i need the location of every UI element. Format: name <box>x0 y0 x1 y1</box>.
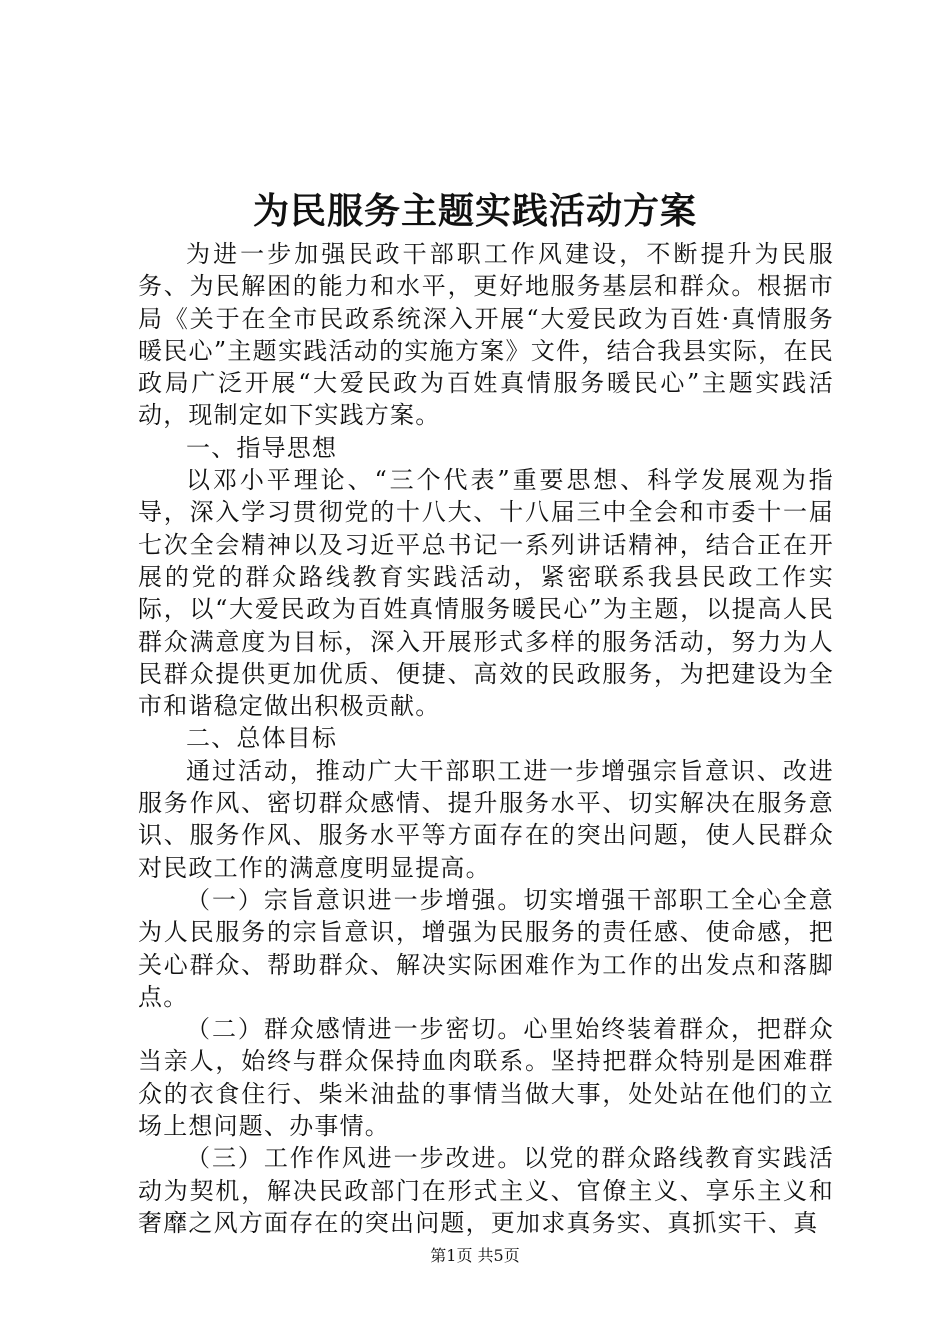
document-body <box>138 238 834 1239</box>
overall-goal-paragraph: 通过活动，推动广大干部职工进一步增强宗旨意识、改进服务作风、密切群众感情、提升服务水平、切实解决在服务意识、服务作风、服务水平等方面存在的突出问题，使人民群众对民政工作的满意度明显提高。 <box>138 756 834 882</box>
intro-paragraph: 为进一步加强民政干部职工作风建设，不断提升为民服务、为民解困的能力和水平，更好地服务基层和群众。根据市局《关于在全市民政系统深入开展“大爱民政为百姓·真情服务暖民心”主题实践活动的实施方案》文件，结合我县实际，在民政局广泛开展“大爱民政为百姓真情服务暖民心”主题实践活动，现制定如下实践方案。 <box>138 240 834 430</box>
page-title: 为民服务主题实践活动方案 <box>252 190 697 232</box>
guiding-ideology-paragraph: 以邓小平理论、“三个代表”重要思想、科学发展观为指导，深入学习贯彻党的十八大、十八届三中全会和市委十一届七次全会精神以及习近平总书记一系列讲话精神，结合正在开展的党的群众路线教育实践活动，紧密联系我县民政工作实际，以“大爱民政为百姓真情服务暖民心”为主题，以提高人民群众满意度为目标，深入开展形式多样的服务活动，努力为人民群众提供更加优质、便捷、高效的民政服务，为把建设为全市和谐稳定做出积极贡献。 <box>138 466 834 721</box>
goal-item-2-paragraph: （二）群众感情进一步密切。心里始终装着群众，把群众当亲人，始终与群众保持血肉联系。坚持把群众特别是困难群众的衣食住行、柴米油盐的事情当做大事，处处站在他们的立场上想问题、办事情。 <box>138 1015 834 1141</box>
section-heading-guiding-ideology: 一、指导思想 <box>186 433 338 462</box>
goal-item-3-paragraph: （三）工作作风进一步改进。以党的群众路线教育实践活动为契机，解决民政部门在形式主义、官僚主义、享乐主义和奢靡之风方面存在的突出问题，更加求真务实、真抓实干、真 <box>138 1144 834 1237</box>
section-heading-overall-goal: 二、总体目标 <box>186 724 338 753</box>
page-number-footer: 第1页 共5页 <box>430 1246 520 1265</box>
goal-item-1-paragraph: （一）宗旨意识进一步增强。切实增强干部职工全心全意为人民服务的宗旨意识，增强为民服务的责任感、使命感，把关心群众、帮助群众、解决实际困难作为工作的出发点和落脚点。 <box>138 885 834 1011</box>
